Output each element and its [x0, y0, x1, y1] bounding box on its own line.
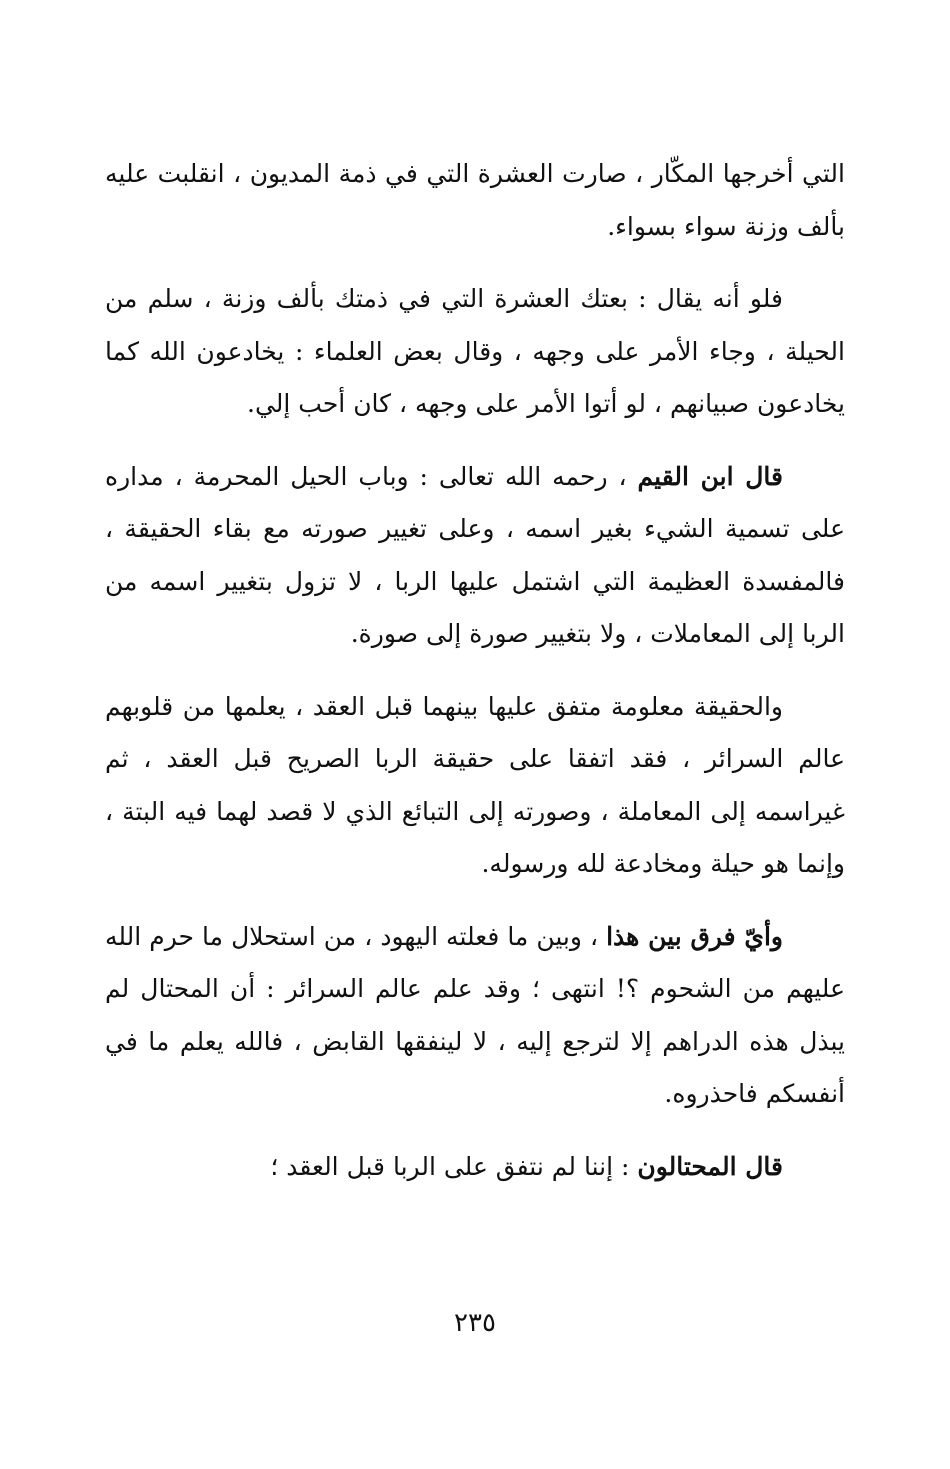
- page-number: ٢٣٥: [454, 1308, 496, 1338]
- page-body: [105, 148, 845, 1193]
- paragraph-2: [105, 273, 845, 431]
- paragraph-2-text: فلو أنه يقال : بعتك العشرة التي في ذمتك بألف وزنة ، سلم من الحيلة ، وجاء الأمر على وجهه ، وقال بعض العلماء : يخادعون الله كما يخادعون صبيانهم ، لو أتوا الأمر على وجهه ، كان أحب إلي.: [105, 284, 845, 418]
- paragraph-6-lead: قال المحتالون: [637, 1151, 783, 1181]
- paragraph-3: [105, 451, 845, 661]
- paragraph-5-lead: وأيّ فرق بين هذا: [606, 921, 783, 951]
- paragraph-1-text: التي أخرجها المكّار ، صارت العشرة التي في ذمة المديون ، انقلبت عليه بألف وزنة سواء بسواء.: [105, 159, 845, 241]
- paragraph-5: [105, 911, 845, 1121]
- paragraph-5-text: ، وبين ما فعلته اليهود ، من استحلال ما حرم الله عليهم من الشحوم ؟! انتهى ؛ وقد علم عالم السرائر : أن المحتال لم يبذل هذه الدراهم إلا لترجع إليه ، لا لينفقها القابض ، فالله يعلم ما في أنفسكم فاحذروه.: [105, 921, 845, 1108]
- paragraph-6-text: : إننا لم نتفق على الربا قبل العقد ؛: [270, 1151, 638, 1181]
- paragraph-4: [105, 681, 845, 891]
- paragraph-6: [105, 1141, 845, 1194]
- paragraph-4-text: والحقيقة معلومة متفق عليها بينهما قبل العقد ، يعلمها من قلوبهم عالم السرائر ، فقد اتفقا على حقيقة الربا الصريح قبل العقد ، ثم غيراسمه إلى المعاملة ، وصورته إلى التبائع الذي لا قصد لهما فيه البتة ، وإنما هو حيلة ومخادعة لله ورسوله.: [105, 691, 845, 878]
- paragraph-1: [105, 148, 845, 253]
- paragraph-3-text: ، رحمه الله تعالى : وباب الحيل المحرمة ، مداره على تسمية الشيء بغير اسمه ، وعلى تغيير صورته مع بقاء الحقيقة ، فالمفسدة العظيمة التي اشتمل عليها الربا ، لا تزول بتغيير اسمه من الربا إلى المعاملات ، ولا بتغيير صورة إلى صورة.: [105, 461, 845, 648]
- paragraph-3-lead: قال ابن القيم: [637, 461, 784, 491]
